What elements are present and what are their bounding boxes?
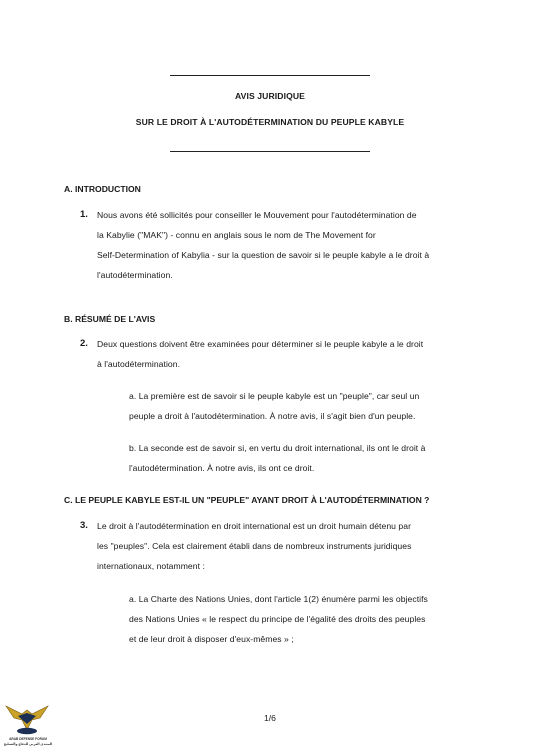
paragraph-3-line: Le droit à l'autodétermination en droit international est un droit humain détenu par xyxy=(97,521,411,531)
subparagraph-3a-line: des Nations Unies « le respect du principe de l'égalité des droits des peuples xyxy=(129,614,426,624)
paragraph-1-line: l'autodétermination. xyxy=(97,270,173,280)
paragraph-2-number: 2. xyxy=(80,338,88,349)
eagle-emblem-icon xyxy=(4,700,50,736)
paragraph-1-line: la Kabylie ("MAK") - connu en anglais sous le nom de The Movement for xyxy=(97,230,376,240)
document-title: AVIS JURIDIQUE xyxy=(234,91,305,101)
section-b-heading: B. RÉSUMÉ DE L'AVIS xyxy=(64,314,156,324)
subparagraph-3a-line: et de leur droit à disposer d'eux-mêmes » ; xyxy=(129,634,294,644)
section-a-heading: A. INTRODUCTION xyxy=(64,184,141,194)
paragraph-1-line: Nous avons été sollicités pour conseiller le Mouvement pour l'autodétermination de xyxy=(97,210,417,220)
page-number: 1/6 xyxy=(264,713,276,723)
subparagraph-2a-line: a. La première est de savoir si le peuple kabyle est un "peuple", car seul un xyxy=(129,391,420,401)
paragraph-3-line: les "peuples". Cela est clairement établi dans de nombreux instruments juridiques xyxy=(97,541,412,551)
paragraph-3-line: internationaux, notamment : xyxy=(97,561,205,571)
document-subtitle: SUR LE DROIT À L'AUTODÉTERMINATION DU PEUPLE KABYLE xyxy=(135,117,405,127)
subparagraph-3a-line: a. La Charte des Nations Unies, dont l'article 1(2) énumère parmi les objectifs xyxy=(129,594,428,604)
bottom-rule xyxy=(170,151,370,152)
paragraph-2-line: à l'autodétermination. xyxy=(97,359,181,369)
subparagraph-2b-line: b. La seconde est de savoir si, en vertu du droit international, ils ont le droit à xyxy=(129,443,426,453)
logo-caption-arabic: المنتدى العربي للدفاع والتسليح xyxy=(3,742,53,746)
subparagraph-2a-line: peuple a droit à l'autodétermination. À notre avis, il s'agit bien d'un peuple. xyxy=(129,411,416,421)
logo-caption: ARAB DEFENSE FORUM xyxy=(9,737,47,741)
paragraph-3-number: 3. xyxy=(80,520,88,531)
paragraph-1-line: Self-Determination of Kabylia - sur la question de savoir si le peuple kabyle a le droit à xyxy=(97,250,430,260)
top-rule xyxy=(170,75,370,76)
paragraph-2-line: Deux questions doivent être examinées pour déterminer si le peuple kabyle a le droit xyxy=(97,339,424,349)
section-c-heading: C. LE PEUPLE KABYLE EST-IL UN "PEUPLE" AYANT DROIT À L'AUTODÉTERMINATION ? xyxy=(64,495,430,505)
paragraph-1-number: 1. xyxy=(80,209,88,220)
subparagraph-2b-line: l'autodétermination. À notre avis, ils ont ce droit. xyxy=(129,463,315,473)
